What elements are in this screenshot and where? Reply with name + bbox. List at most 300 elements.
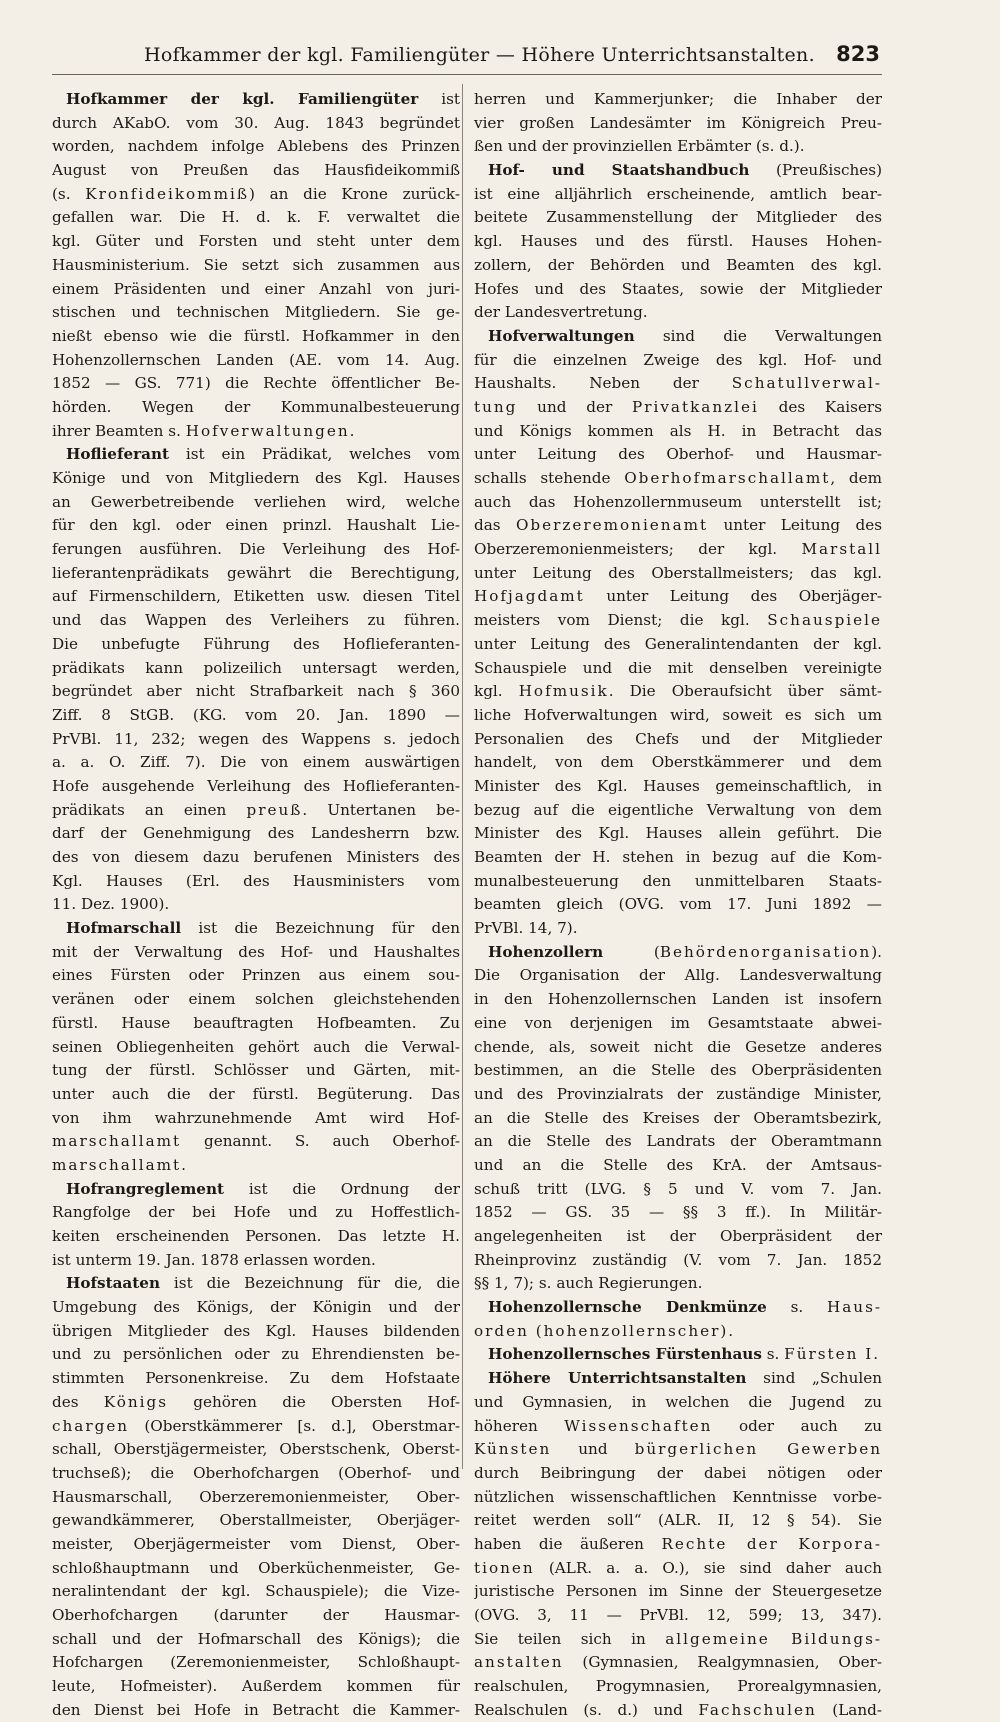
text-run: reitet werden soll“ (ALR. II, 12 § 54). Sie (474, 1511, 882, 1530)
text-run: Minister des Kgl. Hauses allein geführt. Die (474, 824, 882, 843)
text-line (474, 1059, 882, 1083)
text-run: bestimmen, an die Stelle des Oberpräsidenten (474, 1061, 882, 1080)
text-line (52, 491, 460, 515)
text-run: der Landesvertretung. (474, 303, 648, 322)
text-line (52, 1178, 460, 1202)
text-run: Hausministerium. Sie setzt sich zusammen aus (52, 255, 460, 274)
text-line (52, 1651, 460, 1675)
text-run: fürstl. Hause beauftragten Hofbeamten. Zu (52, 1013, 460, 1032)
spaced-emphasis: preuß (246, 800, 303, 819)
text-run: (OVG. 3, 11 — PrVBl. 12, 599; 13, 347). (474, 1606, 882, 1624)
text-run: Ziff. 8 StGB. (KG. vom 20. Jan. 1890 — (52, 705, 460, 724)
spaced-emphasis: Oberzeremonienamt (515, 516, 709, 535)
text-run: haben die äußeren (474, 1534, 662, 1553)
text-run: 1852 — GS. 771) die Rechte öffentlicher Be- (52, 374, 460, 393)
spaced-emphasis: anstalten (474, 1653, 564, 1672)
text-line (52, 1486, 460, 1510)
text-run: beamten gleich (OVG. vom 17. Juni 1892 — (474, 895, 882, 914)
text-run: sind die Verwaltungen (634, 326, 882, 345)
text-line (52, 88, 460, 112)
spaced-emphasis: bürgerlichen Gewerben (634, 1440, 882, 1459)
text-run: angelegenheiten ist der Oberpräsident der (474, 1227, 882, 1245)
text-run: des von diesem dazu berufenen Ministers des (52, 848, 460, 866)
text-run: (Land- (816, 1700, 882, 1719)
text-line (52, 1415, 460, 1439)
text-line (52, 1438, 460, 1462)
text-line (474, 1130, 882, 1154)
text-line (474, 135, 882, 159)
text-run: meister, Oberjägermeister vom Dienst, Ober- (52, 1534, 460, 1553)
text-line (52, 680, 460, 704)
text-run: vier großen Landesämter im Königreich Preu- (474, 113, 882, 132)
text-run: zollern, der Behörden und Beamten des kgl. (474, 255, 882, 274)
text-run: einem Präsidenten und einer Anzahl von juri- (52, 279, 460, 298)
text-line (52, 775, 460, 799)
text-line (52, 1533, 460, 1557)
text-run: Umgebung des Königs, der Königin und der (52, 1298, 460, 1317)
text-run: a. a. O. Ziff. 7). Die von einem auswärtigen (52, 753, 460, 772)
page-number: 823 (836, 42, 880, 66)
spaced-emphasis: marschallamt (52, 1155, 182, 1174)
text-line (52, 1036, 460, 1060)
text-run: stischen und technischen Mitgliedern. Sie ge- (52, 303, 460, 322)
text-line (52, 1249, 460, 1273)
text-line (474, 1225, 882, 1249)
text-line (52, 1201, 460, 1225)
text-line (474, 1462, 882, 1486)
spaced-emphasis: Schatullverwal- (731, 374, 882, 393)
text-run: für den kgl. oder einen prinzl. Haushalt Lie- (52, 516, 460, 535)
text-line (474, 846, 882, 870)
text-line (52, 1628, 460, 1652)
text-run: Hofes und des Staates, sowie der Mitglieder (474, 279, 882, 298)
text-run: Personalien des Chefs und der Mitglieder (474, 729, 882, 748)
entry-headword: Hohenzollernsche Denkmünze (488, 1298, 767, 1317)
spaced-emphasis: chargen (52, 1416, 130, 1435)
text-run: . Die Oberaufsicht über sämt- (608, 682, 882, 701)
text-line (474, 349, 882, 373)
text-line (474, 941, 882, 965)
text-line (52, 183, 460, 207)
text-run: tung der fürstl. Schlösser und Gärten, mit- (52, 1061, 460, 1080)
text-run: Kgl. Hauses (Erl. des Hausministers vom (52, 871, 460, 890)
spaced-emphasis: Rechte der Korpora- (661, 1534, 882, 1553)
text-line (474, 1343, 882, 1367)
spaced-emphasis: Kronfideikommiß (85, 184, 249, 203)
text-run: durch Beibringung der dabei nötigen oder (474, 1463, 882, 1482)
text-run: (Gymnasien, Realgymnasien, Ober- (563, 1653, 882, 1672)
text-run: ist die Ordnung der (224, 1179, 460, 1198)
text-run: und zu persönlichen oder zu Ehrendiensten be- (52, 1345, 460, 1364)
text-run: an die Stelle des Landrats der Oberamtmann (474, 1132, 882, 1151)
text-line (52, 1012, 460, 1036)
text-line (474, 88, 882, 112)
text-line (474, 633, 882, 657)
entry-headword: Hofmarschall (66, 919, 182, 938)
text-line (52, 206, 460, 230)
text-run: beitete Zusammenstellung der Mitglieder des (474, 208, 882, 227)
text-line (52, 278, 460, 302)
text-line (474, 1438, 882, 1462)
text-run: ( (603, 942, 660, 961)
text-line (474, 1012, 882, 1036)
spaced-emphasis: Behördenorganisation (659, 942, 872, 961)
text-run: August von Preußen das Hausfideikommiß (52, 161, 460, 180)
text-line (474, 680, 882, 704)
header-title: Hofkammer der kgl. Familiengüter — Höhere Unterrichtsanstalten. (144, 44, 815, 66)
text-line (52, 751, 460, 775)
text-line (52, 1320, 460, 1344)
text-line (474, 1628, 882, 1652)
text-run: ßen und der provinziellen Erbämter (s. d.). (474, 137, 805, 156)
text-line (474, 799, 882, 823)
text-line (52, 1604, 460, 1628)
text-line (474, 372, 882, 396)
text-run: kgl. (474, 682, 519, 701)
text-run: §§ 1, 7); s. auch Regierungen. (474, 1274, 703, 1293)
text-run: nießt ebenso wie die fürstl. Hofkammer in den (52, 326, 460, 345)
text-run: schloßhauptmann und Oberküchenmeister, Ge- (52, 1558, 460, 1577)
text-line (474, 964, 882, 988)
text-line (52, 657, 460, 681)
text-run: leute, Hofmeister). Außerdem kommen für (52, 1677, 460, 1696)
text-run: veränen oder einem solchen gleichstehenden (52, 990, 460, 1009)
text-line (52, 1557, 460, 1581)
spaced-emphasis: orden (hohenzollernscher) (474, 1321, 729, 1340)
spaced-emphasis: Schauspiele (767, 611, 882, 630)
text-run: Rheinprovinz zuständig (V. vom 7. Jan. 1852 (474, 1250, 882, 1269)
text-run: gefallen war. Die H. d. k. F. verwaltet die (52, 208, 460, 227)
text-run: darf der Genehmigung des Landesherrn bzw. (52, 824, 460, 843)
text-line (474, 657, 882, 681)
text-line (474, 1415, 882, 1439)
text-line (474, 562, 882, 586)
spaced-emphasis: tung (474, 397, 518, 416)
text-line (52, 538, 460, 562)
text-line (52, 964, 460, 988)
text-run: übrigen Mitglieder des Kgl. Hauses bildenden (52, 1321, 460, 1340)
text-line (52, 1343, 460, 1367)
text-run: s. (761, 1345, 785, 1364)
entry-headword: Hofkammer der kgl. Familiengüter (66, 90, 419, 108)
text-run: an die Stelle des Kreises der Oberamtsbezirk, (474, 1108, 882, 1127)
text-run: Die Organisation der Allg. Landesverwaltung (474, 966, 882, 985)
text-run: und das Wappen des Verleihers zu führen. (52, 611, 460, 630)
text-run: 11. Dez. 1900). (52, 895, 170, 914)
text-line (474, 775, 882, 799)
text-line (52, 372, 460, 396)
text-line (52, 1699, 460, 1722)
text-line (52, 941, 460, 965)
text-line (474, 1391, 882, 1415)
text-run: und Königs kommen als H. in Betracht das (474, 421, 882, 440)
text-run: gehören die Obersten Hof- (168, 1392, 460, 1411)
text-run: . Untertanen be- (302, 800, 460, 819)
text-line (52, 1367, 460, 1391)
entry-headword: Hohenzollern (488, 942, 604, 961)
text-run: lieferantenprädikats gewährt die Berechtigung, (52, 563, 460, 582)
text-line (474, 1533, 882, 1557)
text-line (52, 514, 460, 538)
text-line (474, 893, 882, 917)
text-run: PrVBl. 11, 232; wegen des Wappens s. jedoch (52, 729, 460, 748)
text-line (474, 159, 882, 183)
text-run: liche Hofverwaltungen wird, soweit es sich um (474, 705, 882, 724)
text-line (474, 1367, 882, 1391)
spaced-emphasis: allgemeine Bildungs- (665, 1629, 882, 1648)
spaced-emphasis: marschallamt (52, 1132, 182, 1151)
text-line (474, 988, 882, 1012)
text-line (474, 112, 882, 136)
text-run: stimmten Personenkreise. Zu dem Hofstaate (52, 1369, 460, 1388)
text-run: Beamten der H. stehen in bezug auf die Kom- (474, 848, 882, 866)
text-line (474, 917, 882, 941)
spaced-emphasis: Haus- (827, 1298, 882, 1317)
text-line (474, 1083, 882, 1107)
text-run: des Kaisers (758, 397, 882, 416)
text-run: prädikats kann polizeilich untersagt werden, (52, 658, 460, 677)
text-run: (ALR. a. a. O.), sie sind daher auch (534, 1558, 882, 1577)
text-run: für die einzelnen Zweige des kgl. Hof- und (474, 350, 882, 369)
text-run: kgl. Hauses und des fürstl. Hauses Hohen- (474, 232, 882, 251)
text-line (52, 1107, 460, 1131)
entry-headword: Hofverwaltungen (488, 326, 635, 345)
text-run: (Oberstkämmerer [s. d.], Oberstmar- (129, 1416, 460, 1435)
text-run: chende, als, soweit nicht die Gesetze anderes (474, 1037, 882, 1056)
text-run: Haushalts. Neben der (474, 374, 732, 393)
text-run: und Gymnasien, in welchen die Jugend zu (474, 1392, 882, 1411)
text-line (52, 1580, 460, 1604)
text-run: Oberzeremonienmeisters; der kgl. (474, 540, 802, 559)
text-run: kgl. Güter und Forsten und steht unter dem (52, 232, 460, 251)
text-line (52, 1296, 460, 1320)
text-line (474, 491, 882, 515)
text-line (474, 538, 882, 562)
text-line (474, 585, 882, 609)
text-run: keiten erscheinenden Personen. Das letzte H. (52, 1227, 460, 1245)
text-line (474, 467, 882, 491)
text-line (52, 112, 460, 136)
text-line (474, 1675, 882, 1699)
text-line (52, 396, 460, 420)
text-run: (Preußisches) (749, 161, 882, 180)
text-line (474, 1651, 882, 1675)
text-line (474, 1201, 882, 1225)
text-line (52, 633, 460, 657)
text-run: unter Leitung des Oberstallmeisters; das kgl. (474, 563, 882, 582)
text-run: unter auch die der fürstl. Begüterung. Das (52, 1084, 460, 1103)
text-run: Die unbefugte Führung des Hoflieferanten- (52, 634, 460, 653)
text-line (474, 704, 882, 728)
text-line (474, 206, 882, 230)
spaced-emphasis: Königs (103, 1392, 169, 1411)
text-line (474, 1107, 882, 1131)
text-line (474, 230, 882, 254)
text-line (474, 420, 882, 444)
text-run: (s. (52, 184, 86, 203)
text-run: prädikats an einen (52, 800, 247, 819)
text-run: ist unterm 19. Jan. 1878 erlassen worden. (52, 1250, 376, 1269)
text-run: . (349, 421, 355, 440)
text-run: ist eine alljährlich erscheinende, amtlich bear- (474, 184, 882, 203)
text-line (474, 1509, 882, 1533)
text-line (52, 135, 460, 159)
column-divider (462, 84, 463, 1469)
text-run: eine von derjenigen im Gesamtstaate abwei- (474, 1013, 882, 1032)
text-run: . (728, 1321, 734, 1340)
text-line (52, 609, 460, 633)
text-line (52, 704, 460, 728)
text-run: ). (871, 942, 882, 961)
spaced-emphasis: Marstall (801, 540, 882, 559)
text-run: begründet aber nicht Strafbarkeit nach § 360 (52, 682, 460, 701)
text-run: durch AKabO. vom 30. Aug. 1843 begründet (52, 113, 460, 132)
text-run: neralintendant der kgl. Schauspiele); die Vize- (52, 1582, 460, 1601)
text-run: Hofe ausgehende Verleihung des Hoflieferanten- (52, 776, 460, 795)
text-run: ist (418, 90, 460, 108)
text-run: und (551, 1440, 635, 1459)
text-line (474, 1036, 882, 1060)
text-line (52, 1462, 460, 1486)
text-line (474, 870, 882, 894)
spaced-emphasis: Hofverwaltungen (185, 421, 350, 440)
entry-headword: Hohenzollernsches Fürstenhaus (488, 1345, 762, 1364)
text-line (52, 1391, 460, 1415)
text-line (474, 1249, 882, 1273)
text-run: herren und Kammerjunker; die Inhaber der (474, 90, 882, 108)
text-run: unter Leitung des (708, 516, 882, 535)
text-line (52, 846, 460, 870)
text-line (52, 325, 460, 349)
text-run: ist die Bezeichnung für den (181, 919, 460, 938)
text-line (52, 988, 460, 1012)
text-line (52, 159, 460, 183)
text-run: ist die Bezeichnung für die, die (159, 1274, 460, 1293)
text-line (474, 1178, 882, 1202)
text-run: auf Firmenschildern, Etiketten usw. diesen Titel (52, 587, 460, 606)
text-line (52, 1509, 460, 1533)
text-line (52, 562, 460, 586)
text-run: das (474, 516, 516, 535)
text-run: Hohenzollernschen Landen (AE. vom 14. Aug. (52, 350, 460, 369)
text-run: bezug auf die eigentliche Verwaltung von dem (474, 800, 882, 819)
text-line (52, 728, 460, 752)
text-line (52, 420, 460, 444)
text-line (52, 1083, 460, 1107)
text-run: ist ein Prädikat, welches vom (169, 445, 460, 464)
text-line (474, 278, 882, 302)
text-run: sind „Schulen (746, 1369, 882, 1388)
text-run: ) an die Krone zurück- (248, 184, 460, 203)
text-line (52, 822, 460, 846)
text-line (52, 870, 460, 894)
text-run: seinen Obliegenheiten gehört auch die Verwal- (52, 1037, 460, 1056)
text-run: schalls stehende (474, 469, 625, 487)
text-run: höheren (474, 1416, 565, 1435)
text-run: meisters vom Dienst; die kgl. (474, 611, 768, 630)
text-run: worden, nachdem infolge Ablebens des Prinzen (52, 137, 460, 156)
text-line (474, 183, 882, 207)
text-run: genannt. S. auch Oberhof- (181, 1132, 460, 1151)
text-line (474, 514, 882, 538)
left-column (52, 88, 460, 1722)
spaced-emphasis: Fachschulen (698, 1700, 817, 1719)
text-run: schall, Oberstjägermeister, Oberstschenk, Oberst- (52, 1440, 460, 1459)
text-line (474, 822, 882, 846)
text-run: des (52, 1392, 104, 1411)
text-run: mit der Verwaltung des Hof- und Haushaltes (52, 942, 460, 961)
text-line (474, 1557, 882, 1581)
entry-headword: Hof- und Staatshandbuch (488, 161, 750, 180)
entry-headword: Hofrangreglement (66, 1179, 225, 1198)
text-line (52, 301, 460, 325)
text-line (474, 1699, 882, 1722)
text-run: unter Leitung des Generalintendanten der kgl. (474, 634, 882, 653)
entry-headword: Hoflieferant (66, 445, 170, 464)
text-run: unter Leitung des Oberhof- und Hausmar- (474, 445, 882, 464)
spaced-emphasis: tionen (474, 1558, 535, 1577)
text-run: hörden. Wegen der Kommunalbesteuerung (52, 397, 460, 416)
text-run: ferungen ausführen. Die Verleihung des Hof- (52, 540, 460, 559)
text-line (474, 325, 882, 349)
text-run: Minister des Kgl. Hauses gemeinschaftlich, in (474, 776, 882, 795)
text-run: handelt, von dem Oberstkämmerer und dem (474, 753, 882, 772)
text-line (474, 1486, 882, 1510)
entry-headword: Höhere Unterrichtsanstalten (488, 1369, 747, 1388)
text-run: an Gewerbetreibende verliehen wird, welche (52, 492, 460, 511)
text-line (474, 751, 882, 775)
text-line (52, 1225, 460, 1249)
text-run: und der (517, 397, 632, 416)
text-line (474, 1296, 882, 1320)
text-line (52, 1059, 460, 1083)
text-run: oder auch zu (712, 1416, 882, 1435)
text-line (474, 301, 882, 325)
spaced-emphasis: Wissenschaften (564, 1416, 713, 1435)
text-line (474, 254, 882, 278)
text-run: s. (766, 1298, 827, 1317)
spaced-emphasis: Privatkanzlei (632, 397, 759, 416)
text-run: Hofchargen (Zeremonienmeister, Schloßhaupt- (52, 1653, 460, 1672)
text-line (52, 443, 460, 467)
text-run: schuß tritt (LVG. § 5 und V. vom 7. Jan. (474, 1179, 882, 1198)
text-line (474, 1320, 882, 1344)
text-run: Sie teilen sich in (474, 1629, 666, 1648)
spaced-emphasis: Oberhofmarschallamt (624, 469, 831, 487)
right-column (474, 88, 882, 1722)
text-run: Hausmarschall, Oberzeremonienmeister, Ober- (52, 1487, 460, 1506)
text-line (52, 1130, 460, 1154)
text-run: , dem (830, 469, 882, 487)
text-line (474, 443, 882, 467)
text-line (52, 585, 460, 609)
text-run: juristische Personen im Sinne der Steuergesetze (474, 1582, 882, 1601)
text-run: 1852 — GS. 35 — §§ 3 ff.). In Militär- (474, 1203, 882, 1222)
text-run: PrVBl. 14, 7). (474, 919, 578, 938)
spaced-emphasis: Hofjagdamt (474, 587, 585, 606)
text-run: munalbesteuerung den unmittelbaren Staats- (474, 871, 882, 890)
text-line (52, 254, 460, 278)
text-run: ihrer Beamten s. (52, 421, 186, 440)
text-line (52, 893, 460, 917)
text-run: truchseß); die Oberhofchargen (Oberhof- und (52, 1463, 460, 1482)
text-run: gewandkämmerer, Oberstallmeister, Oberjäger- (52, 1511, 460, 1530)
text-run: und des Provinzialrats der zuständige Minister, (474, 1084, 882, 1103)
text-run: und an die Stelle des KrA. der Amtsaus- (474, 1155, 882, 1174)
running-header (52, 40, 882, 75)
text-run: auch das Hohenzollernmuseum unterstellt ist; (474, 492, 882, 511)
entry-headword: Hofstaaten (66, 1274, 160, 1293)
